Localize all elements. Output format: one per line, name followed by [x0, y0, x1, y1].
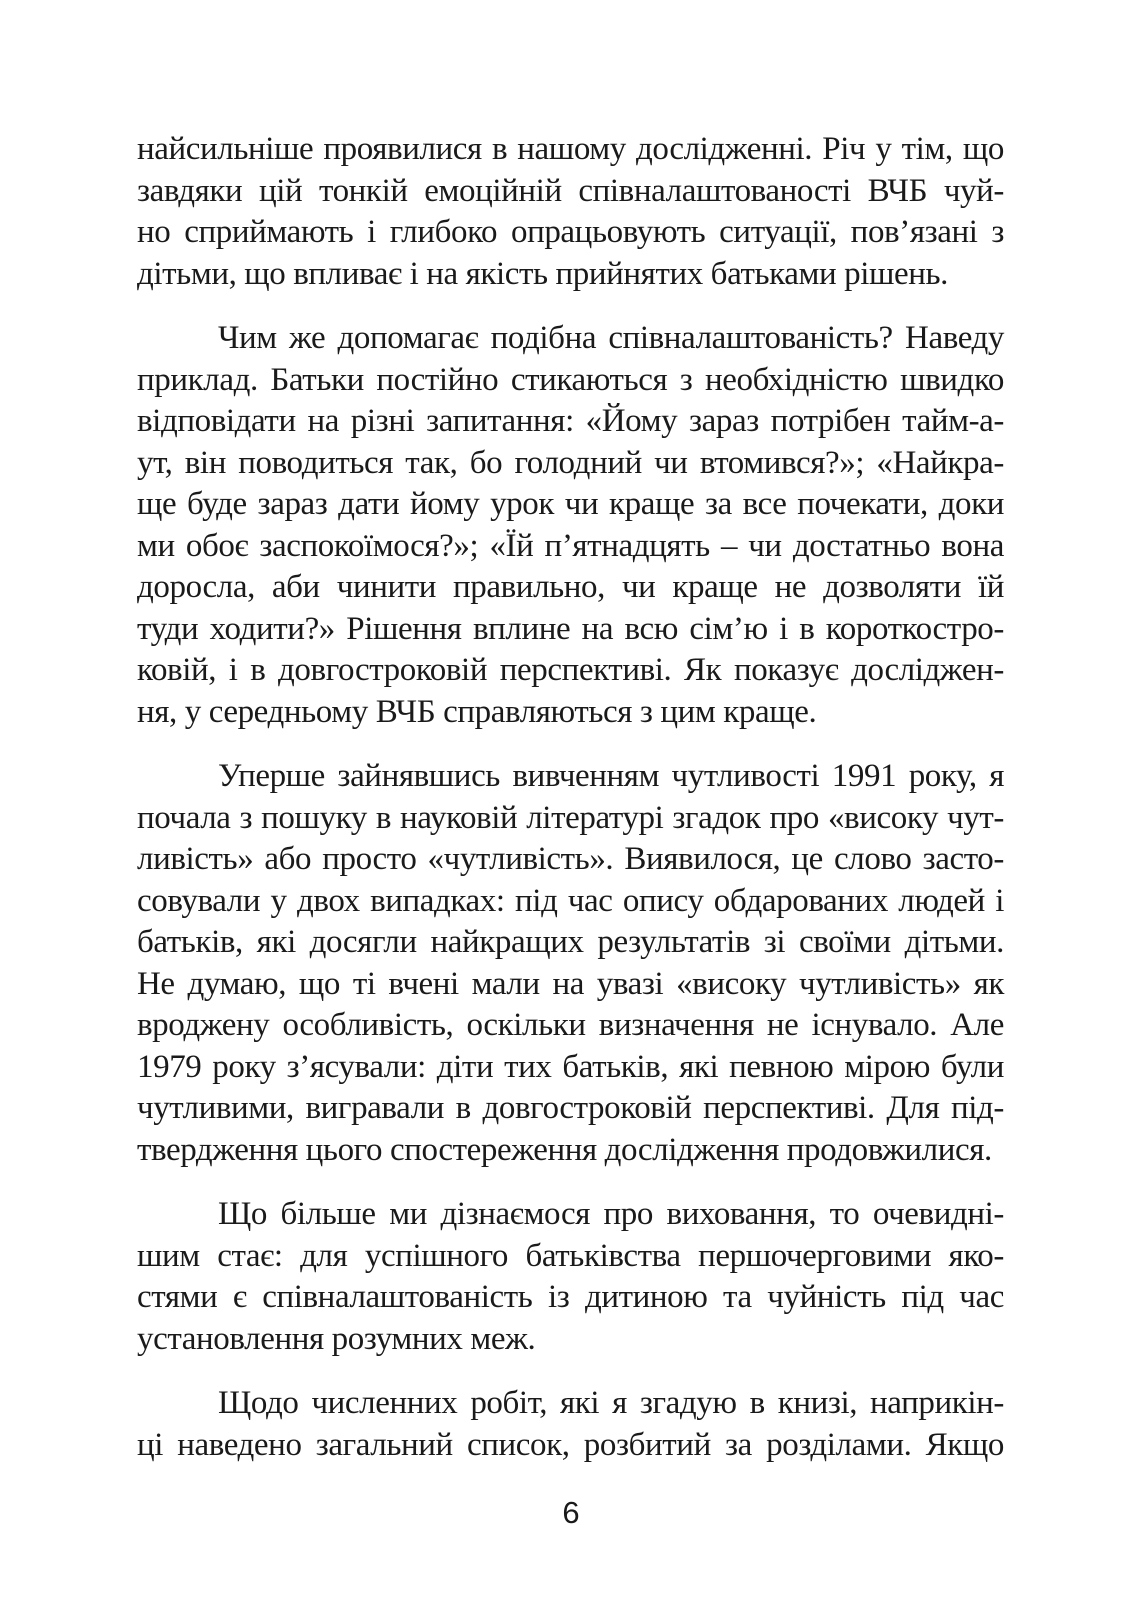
paragraph-4: [137, 1194, 1004, 1360]
text-line: Не думаю, що ті вчені мали на увазі «високу чутливість» як: [137, 965, 1004, 1002]
text-line: ще буде зараз дати йому урок чи краще за все почекати, доки: [137, 486, 1004, 522]
text-line: вроджену особливість, оскільки визначення не існувало. Але: [137, 1007, 1004, 1043]
text-line: Чим же допомагає подібна співналаштованість? Наведу: [218, 320, 1004, 356]
text-line: Уперше зайнявшись вивченням чутливості 1991 року, я: [218, 758, 1004, 794]
text-line: шим стає: для успішного батьківства першочерговими яко-: [137, 1237, 1004, 1274]
text-line: відповідати на різні запитання: «Йому зараз потрібен тайм-а-: [137, 403, 1004, 439]
text-line: чутливими, вигравали в довгостроковій перспективі. Для під-: [137, 1090, 1004, 1126]
text-line: доросла, аби чинити правильно, чи краще не дозволяти їй: [137, 569, 1004, 605]
text-line: Щодо численних робіт, які я згадую в книзі, наприкін-: [218, 1385, 1004, 1421]
text-line: 1979 року з’ясували: діти тих батьків, які певною мірою були: [137, 1048, 1004, 1085]
text-line: батьків, які досягли найкращих результатів зі своїми дітьми.: [137, 924, 1004, 960]
text-line: ковій, і в довгостроковій перспективі. Як показує досліджен-: [137, 652, 1004, 688]
text-line: ут, він поводиться так, бо голодний чи втомився?»; «Найкра-: [137, 444, 1004, 481]
text-line: твердження цього спостереження дослідження продовжилися.: [137, 1131, 992, 1168]
paragraph-5: [137, 1383, 1004, 1466]
text-line: Що більше ми дізнаємося про виховання, то очевидні-: [218, 1196, 1004, 1232]
text-line: стями є співналаштованість із дитиною та чуйність під час: [137, 1279, 1004, 1315]
paragraph-3: [137, 756, 1004, 1171]
text-line: установлення розумних меж.: [137, 1320, 536, 1357]
page-number: 6: [562, 1495, 580, 1530]
text-line: найсильніше проявилися в нашому дослідженні. Річ у тім, що: [137, 131, 1004, 167]
body-text: [137, 129, 1004, 1489]
text-line: совували у двох випадках: під час опису обдарованих людей і: [137, 882, 1004, 919]
paragraph-1: [137, 129, 1004, 295]
text-line: дітьми, що впливає і на якість прийнятих батьками рішень.: [137, 255, 948, 292]
text-line: ці наведено загальний список, розбитий за розділами. Якщо: [137, 1426, 1004, 1463]
text-line: ня, у середньому ВЧБ справляються з цим краще.: [137, 693, 817, 730]
text-line: завдяки цій тонкій емоційній співналаштованості ВЧБ чуй-: [137, 172, 1004, 209]
text-line: ливість» або просто «чутливість». Виявилося, це слово засто-: [137, 841, 1004, 877]
text-line: туди ходити?» Рішення вплине на всю сім’ю і в короткостро-: [137, 610, 1004, 647]
text-line: приклад. Батьки постійно стикаються з необхідністю швидко: [137, 361, 1004, 398]
text-line: но сприймають і глибоко опрацьовують ситуації, пов’язані з: [137, 214, 1004, 250]
text-line: ми обоє заспокоїмося?»; «Їй п’ятнадцять – чи достатньо вона: [137, 527, 1004, 564]
text-line: почала з пошуку в науковій літературі згадок про «високу чут-: [137, 799, 1004, 836]
paragraph-2: [137, 318, 1004, 733]
